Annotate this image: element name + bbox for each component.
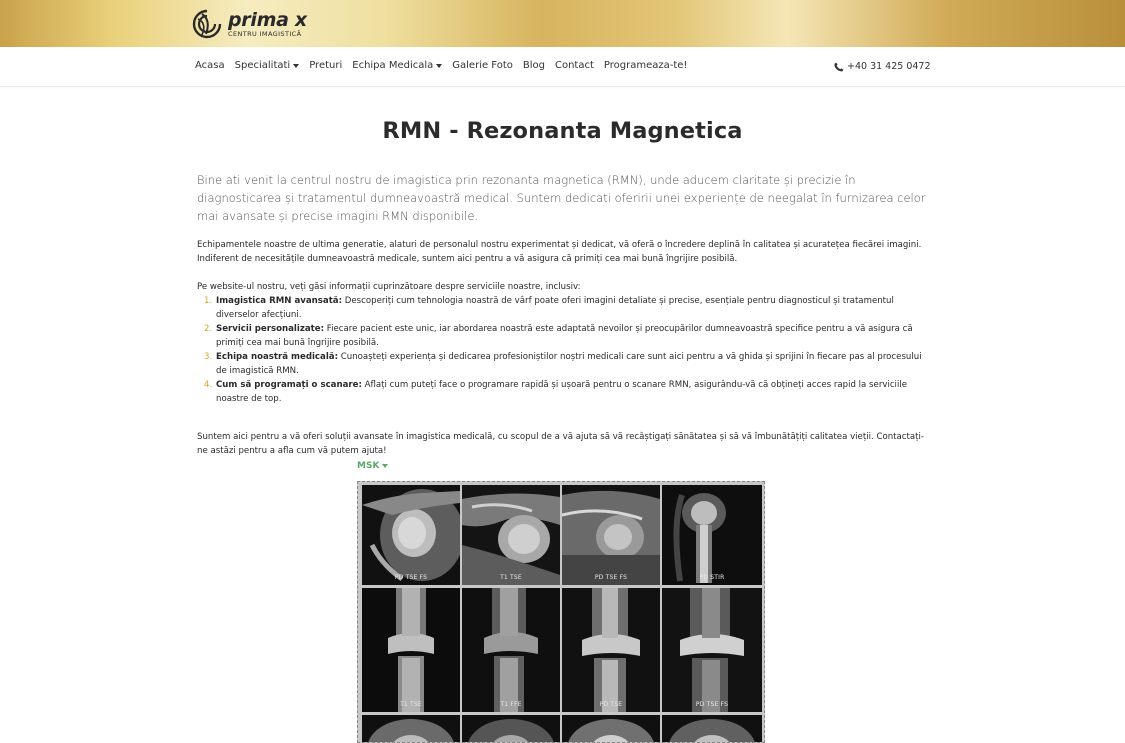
- shoulder-mri-image: [562, 485, 660, 585]
- main-navbar: [0, 47, 1125, 87]
- msk-label: MSK: [357, 461, 380, 471]
- nav-label: Programeaza-te!: [603, 60, 688, 71]
- list-item-title: Echipa noastră medicală:: [216, 352, 338, 362]
- page-title: RMN - Rezonanta Magnetica: [382, 118, 743, 144]
- paragraph-services-intro: Pe website-ul nostru, veți găsi informații cuprinzătoare despre serviciile noastre, inclusiv:: [197, 282, 581, 292]
- sequence-label: T1 FFE: [500, 701, 522, 708]
- list-number: 4.: [204, 380, 213, 390]
- mri-image-tile[interactable]: [462, 485, 560, 585]
- nav-label: Blog: [522, 60, 545, 71]
- shoulder-mri-image: [662, 485, 762, 585]
- mri-image-tile[interactable]: [562, 715, 660, 743]
- list-item-title: Imagistica RMN avansată:: [216, 296, 343, 306]
- brand-subtitle: CENTRU IMAGISTICĂ: [228, 29, 302, 38]
- nav-item-echipa-medicala[interactable]: [352, 60, 442, 71]
- axial-mri-image: [662, 715, 762, 743]
- mri-image-tile[interactable]: [362, 588, 460, 712]
- knee-mri-image: [462, 588, 560, 712]
- mri-image-tile[interactable]: [362, 485, 460, 585]
- mri-image-tile[interactable]: [662, 588, 762, 712]
- list-item: [204, 350, 932, 378]
- caret-down-icon: [382, 464, 388, 468]
- top-brand-band: [0, 0, 1125, 47]
- caret-down-icon: [293, 64, 299, 68]
- main-nav: [195, 60, 697, 71]
- phone-link[interactable]: [834, 61, 931, 72]
- msk-selector[interactable]: [357, 461, 388, 471]
- nav-label: Galerie Foto: [452, 60, 513, 71]
- mri-image-tile[interactable]: [562, 485, 660, 585]
- nav-label: Echipa Medicala: [352, 60, 434, 71]
- list-item-text: Descoperiți cum tehnologia noastră de vârf poate oferi imagini detaliate și precise, esențiale pentru diagnosticul și tratamentul diverselor afecțiuni.: [216, 296, 894, 320]
- list-number: 2.: [204, 324, 213, 334]
- knee-mri-image: [562, 588, 660, 712]
- mri-gallery: [357, 481, 765, 743]
- axial-mri-image: [562, 715, 660, 743]
- axial-mri-image: [362, 715, 460, 743]
- services-list: [204, 294, 932, 406]
- list-item: [204, 294, 932, 322]
- caret-down-icon: [436, 64, 442, 68]
- brand-name: prima x: [228, 8, 307, 31]
- list-item-title: Cum să programați o scanare:: [216, 380, 362, 390]
- list-item: [204, 322, 932, 350]
- sequence-label: PD TSE FS: [394, 574, 428, 581]
- list-number: 1.: [204, 296, 213, 306]
- intro-lead: Bine ati venit la centrul nostru de imagistica prin rezonanta magnetica (RMN), unde aducem claritate și precizie în diagnosticarea și tratamentul dumneavoastră medical. Suntem dedicati oferirii unei experiențe de neegalat în furnizarea celor mai avansate și precise imagini RMN disponibile.: [197, 173, 926, 223]
- nav-item-contact[interactable]: [555, 60, 594, 71]
- nav-label: Specialitati: [234, 60, 291, 71]
- sequence-label: T1 TSE: [400, 701, 422, 708]
- mri-image-tile[interactable]: [662, 715, 762, 743]
- paragraph-equipment: Echipamentele noastre de ultima generatie, alaturi de personalul nostru experimentat și dedicat, vă oferă o încredere deplină în calitatea și acuratețea fiecărei imagini. Indiferent de necesitățile dumneavoastră medicale, suntem aici pentru a vă asigura că primiți cea mai bună îngrijire posibilă.: [197, 240, 922, 264]
- list-item: [204, 378, 932, 406]
- shoulder-mri-image: [362, 485, 460, 585]
- nav-label: Contact: [554, 60, 594, 71]
- phone-icon: [834, 62, 844, 72]
- nav-item-programeaza[interactable]: [604, 60, 688, 71]
- axial-mri-image: [462, 715, 560, 743]
- mri-image-tile[interactable]: [662, 485, 762, 585]
- sequence-label: PD STIR: [699, 574, 725, 581]
- knee-mri-image: [362, 588, 460, 712]
- mri-image-tile[interactable]: [462, 588, 560, 712]
- shoulder-mri-image: [462, 485, 560, 585]
- logo[interactable]: [191, 7, 307, 41]
- sequence-label: PD TSE: [599, 701, 623, 708]
- mri-image-tile[interactable]: [362, 715, 460, 743]
- nav-label: Preturi: [309, 60, 343, 71]
- list-item-text: Fiecare pacient este unic, iar abordarea noastră este adaptată nevoilor și preocupărilor dumneavoastră specifice pentru a vă asigura că primiți cea mai bună îngrijire posibilă.: [216, 324, 913, 348]
- paragraph-closing: Suntem aici pentru a vă oferi soluții avansate în imagistica medicală, cu scopul de a vă ajuta să vă recâștigați sănătatea și să vă îmbunătățiți calitatea vieții. Contactați-ne astăzi pentru a afla cum vă putem ajuta!: [197, 432, 924, 456]
- mri-image-tile[interactable]: [562, 588, 660, 712]
- nav-item-blog[interactable]: [523, 60, 545, 71]
- nav-label: Acasa: [195, 60, 225, 71]
- nav-item-preturi[interactable]: [309, 60, 342, 71]
- list-item-text: Aflați cum puteți face o programare rapidă și ușoară pentru o scanare RMN, asigurându-vă că obțineți acces rapid la serviciile noastre de top.: [216, 380, 908, 404]
- logo-mark-icon: [191, 8, 223, 40]
- mri-image-tile[interactable]: [462, 715, 560, 743]
- list-item-text: Cunoașteți experiența și dedicarea profesioniștilor noștri medicali care sunt aici pentru a vă ghida și sprijini în fiecare pas al procesului de imagistică RMN.: [216, 352, 922, 376]
- phone-number: +40 31 425 0472: [847, 61, 931, 72]
- list-number: 3.: [204, 352, 213, 362]
- nav-item-galerie-foto[interactable]: [452, 60, 513, 71]
- sequence-label: PD TSE FS: [695, 701, 729, 708]
- nav-item-specialitati[interactable]: [235, 60, 300, 71]
- sequence-label: PD TSE FS: [594, 574, 628, 581]
- sequence-label: T1 TSE: [500, 574, 522, 581]
- nav-item-acasa[interactable]: [195, 60, 225, 71]
- knee-mri-image: [662, 588, 762, 712]
- list-item-title: Servicii personalizate:: [216, 324, 325, 334]
